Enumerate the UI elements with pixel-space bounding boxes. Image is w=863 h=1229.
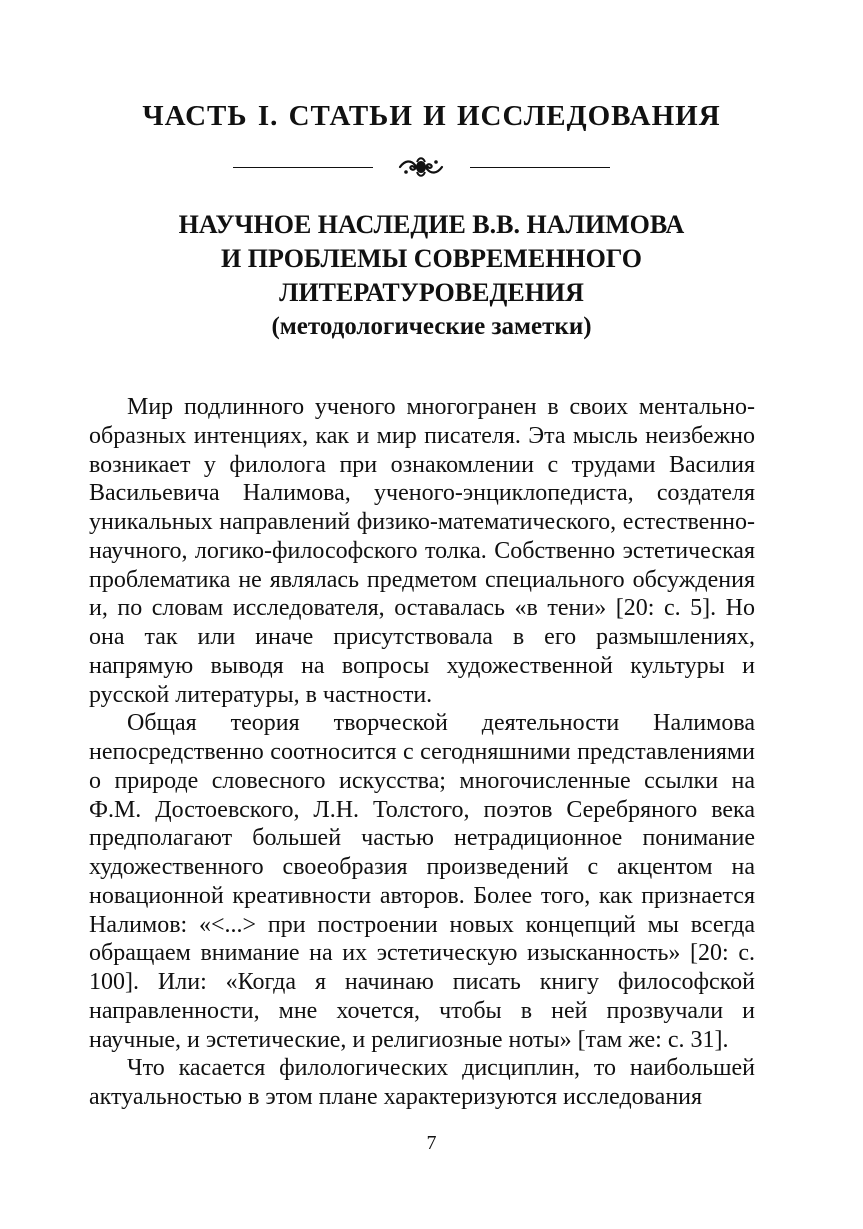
fleuron-ornament-icon: [396, 154, 446, 180]
article-subtitle: (методологические заметки): [271, 313, 592, 340]
part-heading: ЧАСТЬ I. СТАТЬИ И ИССЛЕДОВАНИЯ: [142, 100, 721, 132]
divider-rule-right: [470, 167, 610, 168]
ornamental-divider: [0, 152, 863, 182]
paragraph-3: Что касается филологических дисциплин, то наибольшей актуальностью в этом плане характеризуются исследования: [89, 1055, 755, 1110]
title-line-3: ЛИТЕРАТУРОВЕДЕНИЯ: [279, 278, 584, 307]
paragraph-2: Общая теория творческой деятельности Налимова непосредственно соотносится с сегодняшними представлениями о природе словесного искусства; многочисленные ссылки на Ф.М. Достоевского, Л.Н. Толстого, поэтов Серебряного века предполагают большей частью нетрадиционное понимание художественного своеобразия произведений с акцентом на новационной креативности авторов. Более того, как признается Налимов: «<...> при построении новых концепций мы всегда обращаем внимание на их эстетическую изысканность» [20: с. 100]. Или: «Когда я начинаю писать книгу философской направленности, мне хочется, чтобы в ней прозвучали и научные, и эстетические, и религиозные ноты» [там же: с. 31].: [89, 710, 755, 1053]
paragraph-1: Мир подлинного ученого многогранен в своих ментально-образных интенциях, как и мир писателя. Эта мысль неизбежно возникает у филолога при ознакомлении с трудами Василия Васильевича Налимова, ученого-энциклопедиста, создателя уникальных направлений физико-математического, естественно-научного, логико-философского толка. Собственно эстетическая проблематика не являлась предметом специального обсуждения и, по словам исследователя, оставалась «в тени» [20: с. 5]. Но она так или иначе присутствовала в его размышлениях, напрямую выводя на вопросы художественной культуры и русской литературы, в частности.: [89, 394, 755, 708]
article-title: [0, 208, 863, 344]
title-line-1: НАУЧНОЕ НАСЛЕДИЕ В.В. НАЛИМОВА: [178, 210, 685, 239]
divider-rule-left: [233, 167, 373, 168]
page-number: 7: [426, 1132, 437, 1154]
title-line-2: И ПРОБЛЕМЫ СОВРЕМЕННОГО: [221, 244, 642, 273]
article-body: [89, 393, 755, 1112]
